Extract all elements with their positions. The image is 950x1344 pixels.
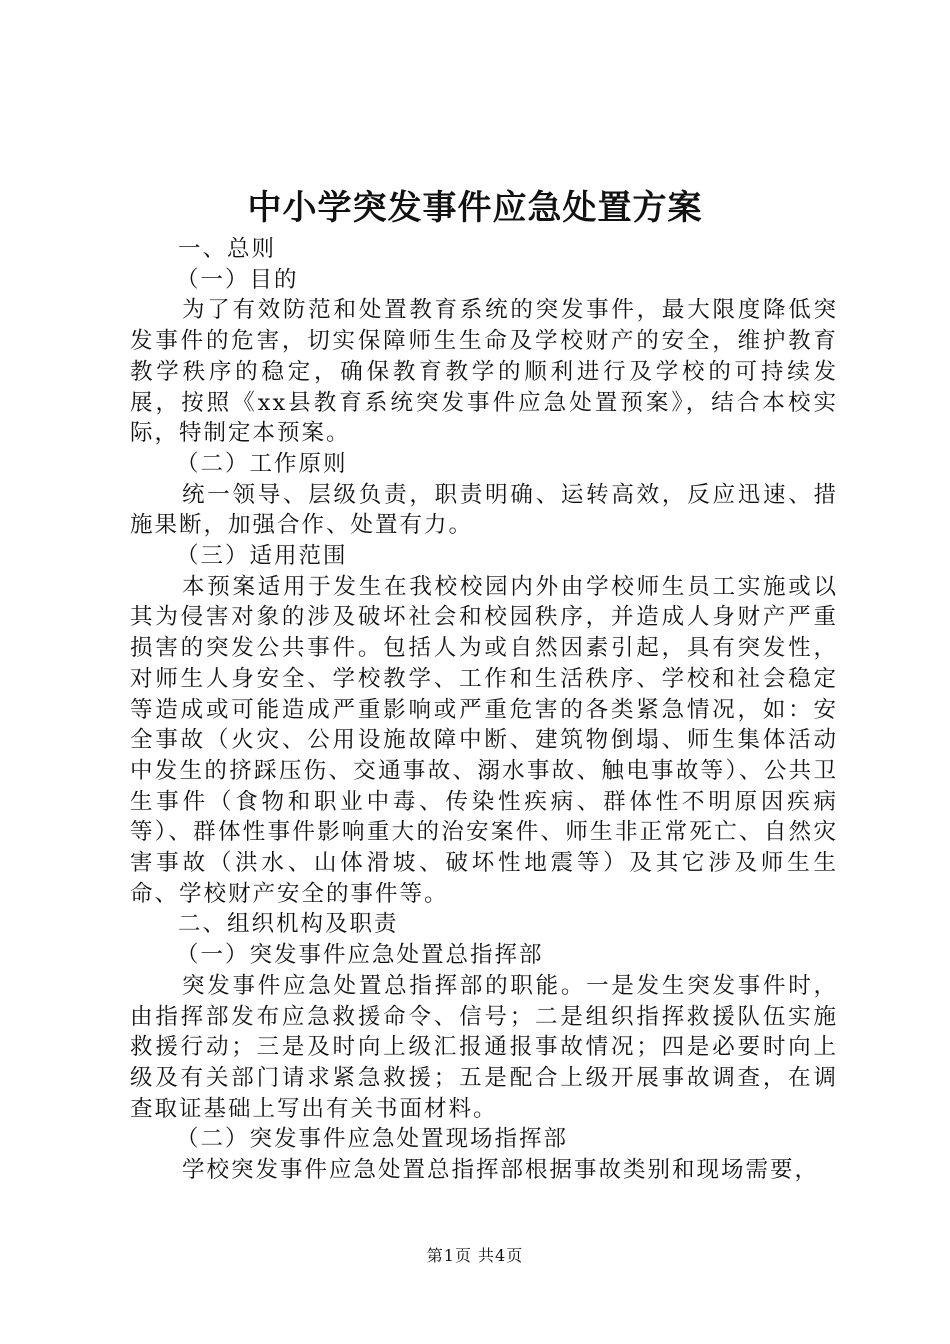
paragraph: 突发事件应急处置总指挥部的职能。一是发生突发事件时，由指挥部发布应急救援命令、信号；二是组织指挥救援队伍实施救援行动；三是及时向上级汇报通报事故情况；四是必要时向上级及有关部门请求紧急救援；五是配合上级开展事故调查，在调查取证基础上写出有关书面材料。 — [130, 972, 838, 1122]
subsection-heading: （一）目的 — [176, 266, 299, 293]
paragraph: 统一领导、层级负责，职责明确、运转高效，反应迅速、措施果断，加强合作、处置有力。 — [130, 481, 838, 539]
section-heading: 二、组织机构及职责 — [178, 911, 399, 938]
subsection-heading: （二）工作原则 — [176, 450, 348, 477]
document-title: 中小学突发事件应急处置方案 — [247, 188, 703, 228]
paragraph: 学校突发事件应急处置总指挥部根据事故类别和现场需要， — [182, 1157, 820, 1184]
section-heading: 一、总则 — [178, 236, 277, 262]
page-footer: 第1页 共4页 — [426, 1246, 524, 1265]
subsection-heading: （二）突发事件应急处置现场指挥部 — [176, 1126, 569, 1153]
subsection-heading: （三）适用范围 — [176, 543, 348, 570]
paragraph: 本预案适用于发生在我校校园内外由学校师生员工实施或以其为侵害对象的涉及破坏社会和校园秩序，并造成人身财产严重损害的突发公共事件。包括人为或自然因素引起，具有突发性，对师生人身安全、学校教学、工作和生活秩序、学校和社会稳定等造成或可能造成严重影响或严重危害的各类紧急情况，如：安全事故（火灾、公用设施故障中断、建筑物倒塌、师生集体活动中发生的挤踩压伤、交通事故、溺水事故、触电事故等）、公共卫生事件（食物和职业中毒、传染性疾病、群体性不明原因疾病等）、群体性事件影响重大的治安案件、师生非正常死亡、自然灾害事故（洪水、山体滑坡、破坏性地震等）及其它涉及师生生命、学校财产安全的事件等。 — [130, 573, 838, 907]
paragraph: 为了有效防范和处置教育系统的突发事件，最大限度降低突发事件的危害，切实保障师生生命及学校财产的安全，维护教育教学秩序的稳定，确保教育教学的顺利进行及学校的可持续发展，按照《xx县教育系统突发事件应急处置预案》，结合本校实际，特制定本预案。 — [130, 297, 838, 447]
document-body — [130, 234, 838, 1186]
subsection-heading: （一）突发事件应急处置总指挥部 — [176, 942, 544, 969]
